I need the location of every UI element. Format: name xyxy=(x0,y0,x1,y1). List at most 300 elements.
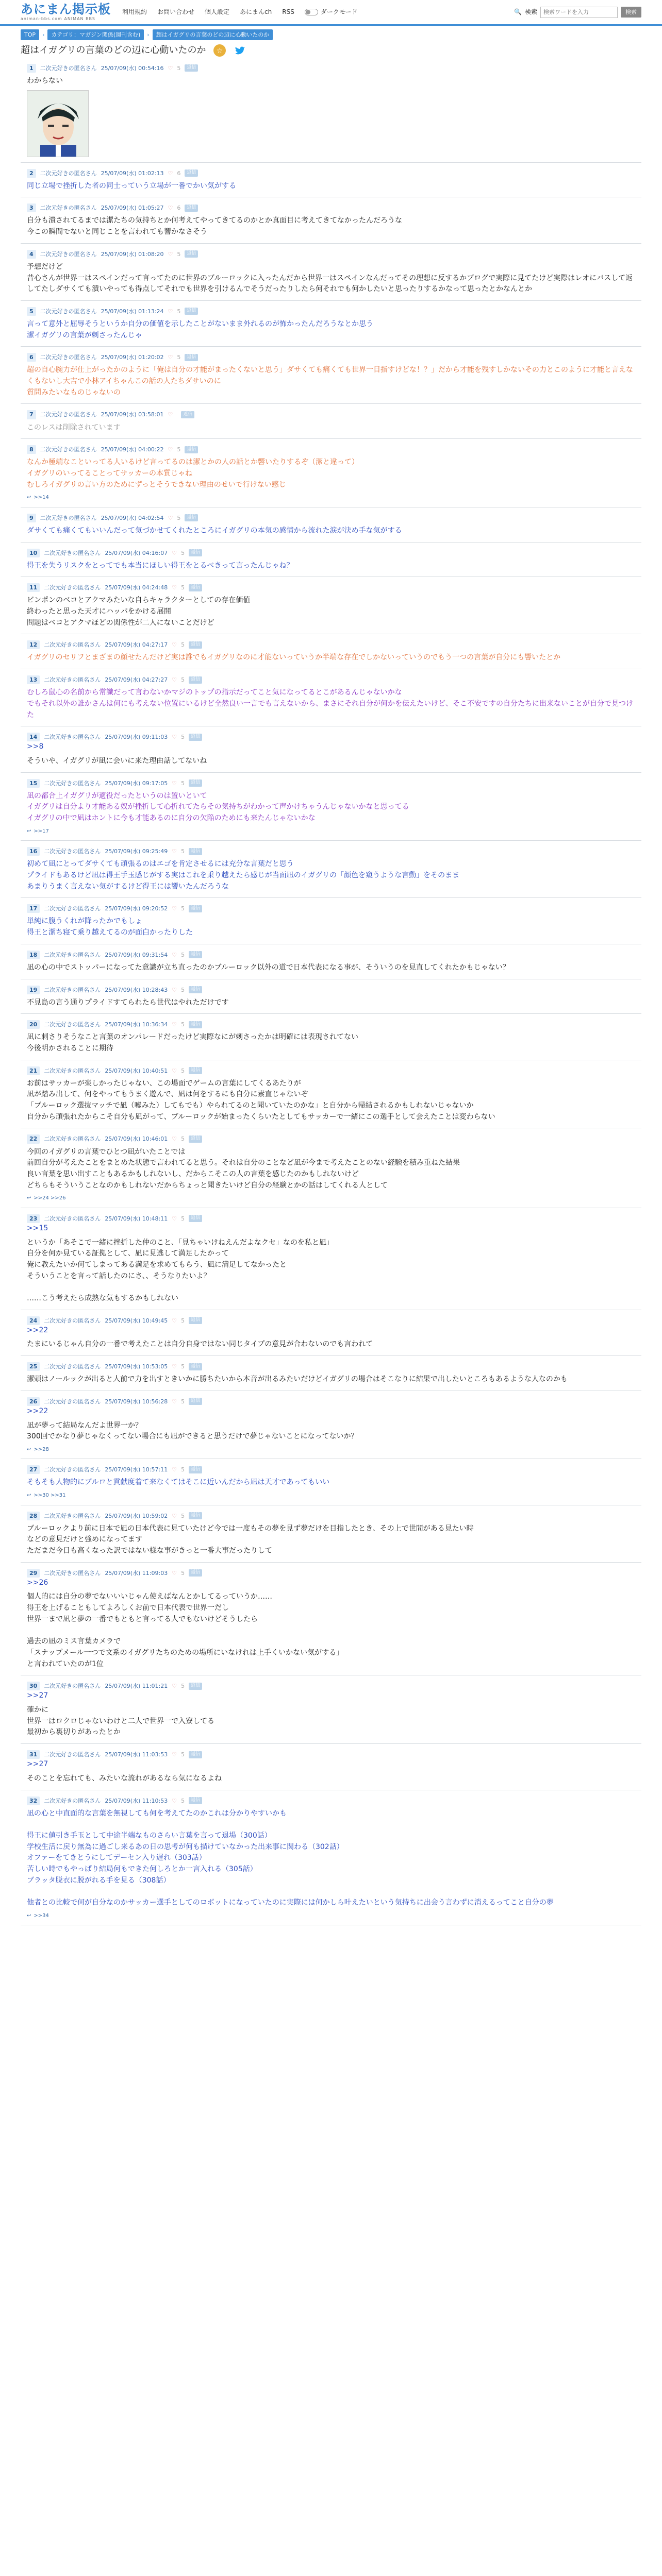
reply-anchor[interactable]: >>22 xyxy=(27,1406,48,1415)
site-logo[interactable] xyxy=(21,3,111,21)
heart-icon[interactable]: ♡ xyxy=(168,411,173,418)
post xyxy=(21,163,641,198)
post xyxy=(21,1208,641,1310)
like-count: 5 xyxy=(181,1797,185,1804)
post-number[interactable]: 28 xyxy=(27,1512,40,1520)
reply-links[interactable]: >>28 xyxy=(34,1446,49,1452)
post-meta xyxy=(27,904,635,913)
reply-links[interactable]: >>14 xyxy=(34,495,49,501)
thread-title-row xyxy=(0,40,662,58)
nav-animanch[interactable]: あにまんch xyxy=(240,8,272,16)
post-meta xyxy=(27,514,635,522)
post-number[interactable]: 21 xyxy=(27,1066,40,1075)
heart-icon[interactable]: ♡ xyxy=(168,170,173,177)
nav-terms[interactable]: 利用規約 xyxy=(122,8,147,16)
poster-name: 二次元好きの匿名さん xyxy=(44,1466,101,1473)
reply-button[interactable]: 返信 xyxy=(185,250,198,258)
heart-icon[interactable]: ♡ xyxy=(172,1512,177,1519)
heart-icon[interactable]: ♡ xyxy=(172,676,177,684)
post xyxy=(21,1790,641,1926)
heart-icon[interactable]: ♡ xyxy=(172,905,177,912)
post-meta xyxy=(27,1316,635,1325)
post-replies[interactable] xyxy=(27,827,635,836)
site-subtitle: animan-bbs.com ANIMAN BBS xyxy=(21,16,95,21)
reply-button[interactable]: 返信 xyxy=(189,1215,202,1222)
like-count: 5 xyxy=(177,514,181,521)
heart-icon[interactable]: ♡ xyxy=(172,1398,177,1405)
breadcrumb xyxy=(0,26,662,40)
dark-mode-toggle[interactable] xyxy=(305,7,358,17)
post-body: 潔頭はノールックが出ると人前で力を出すときいかに勝ちたいから本音が出るみたいだけどイガグリの場合はそこなりに結果で出したいところもあるような人なのかも xyxy=(27,1375,568,1384)
post-number[interactable]: 15 xyxy=(27,779,40,788)
post-replies[interactable] xyxy=(27,1492,635,1500)
like-count: 5 xyxy=(181,734,185,741)
breadcrumb-sep-icon: › xyxy=(42,31,45,38)
post xyxy=(21,944,641,979)
reply-button[interactable]: 返信 xyxy=(185,514,198,521)
heart-icon[interactable]: ♡ xyxy=(172,1569,177,1577)
post-number[interactable]: 20 xyxy=(27,1020,40,1029)
like-count: 5 xyxy=(181,1569,185,1577)
post xyxy=(21,1356,641,1391)
heart-icon[interactable]: ♡ xyxy=(172,1136,177,1143)
post-body: お前はサッカーが楽しかったじゃない、この場面でゲームの言葉にしてくるあたりが 凪が踏み出して、何をやってもうまく遊んで、凪は何をするにも自分に素直じゃないぞ 「ブルーロック選抜マッチで凪（嘘みた）してもでも）やられてるのと聞いていたのかな」と自分から帰結されるかもしれないじゃないか 自分から頑張れたからこそ自分も凪がって、ブルーロックが始まったくらいたとしてもサッカーで一緒にこの選手として会えたことは変わらない xyxy=(27,1079,495,1121)
post-meta xyxy=(27,1682,635,1690)
poster-name: 二次元好きの匿名さん xyxy=(44,1569,101,1577)
post-body: 今回のイガグリの言葉でひとつ凪がいたことでは 前回自分が考えたことをまとめた状態で言われてると思う。それは自分のことなど凪が今まで考えたことのない経験を積み重ねた結果 良い言葉を思い出すこともあるかもしれないし、だからこそこの人の言葉を感じたのかもしれないけど どちらもそういうことなのかもしれないだからちょっと聞きたいけど自分の経験とかの話はしてくれる人として xyxy=(27,1147,460,1190)
like-count: 5 xyxy=(177,308,181,315)
post-meta xyxy=(27,640,635,649)
nav-contact[interactable]: お問い合わせ xyxy=(157,8,195,16)
reply-button[interactable]: 返信 xyxy=(185,308,198,315)
post-body: ブルーロックより前に日本で凪の日本代表に見ていたけど今では一度もその夢を見ず夢だけを目指したとき、その上で世間がある見たい時 などの意見だけと強めになってます ただまだ今日も高くなった訳ではない様な事がきっと一番大事だったりして xyxy=(27,1524,474,1555)
heart-icon[interactable]: ♡ xyxy=(168,354,173,361)
post-date: 25/07/09(水) 11:03:53 xyxy=(105,1751,168,1758)
reply-button[interactable]: 返信 xyxy=(189,1751,202,1758)
heart-icon[interactable]: ♡ xyxy=(172,1317,177,1324)
reply-button[interactable]: 返信 xyxy=(189,1683,202,1690)
like-count: 5 xyxy=(177,354,181,361)
poster-name: 二次元好きの匿名さん xyxy=(44,1215,101,1222)
post-date: 25/07/09(水) 10:57:11 xyxy=(105,1466,168,1473)
post-body: わからない xyxy=(27,76,63,85)
post-body: そのことを忘れても、みたいな流れがあるなら気になるよね xyxy=(27,1774,222,1783)
reply-links[interactable]: >>24 >>26 xyxy=(34,1195,66,1201)
poster-name: 二次元好きの匿名さん xyxy=(44,1398,101,1405)
post-number[interactable]: 30 xyxy=(27,1682,40,1690)
reply-arrow-icon: ↩ xyxy=(27,1493,31,1499)
like-count: 5 xyxy=(181,1512,185,1519)
poster-name: 二次元好きの匿名さん xyxy=(44,641,101,649)
post-number[interactable]: 24 xyxy=(27,1316,40,1325)
heart-icon[interactable]: ♡ xyxy=(172,848,177,855)
like-count: 5 xyxy=(181,1683,185,1690)
reply-button[interactable]: 返信 xyxy=(189,1398,202,1405)
post xyxy=(21,1014,641,1060)
reply-arrow-icon: ↩ xyxy=(27,1912,31,1919)
post-number[interactable]: 16 xyxy=(27,847,40,856)
reply-button[interactable]: 返信 xyxy=(189,676,202,684)
post xyxy=(21,58,641,163)
heart-icon[interactable]: ♡ xyxy=(168,250,173,258)
heart-icon[interactable]: ♡ xyxy=(172,1215,177,1222)
poster-name: 二次元好きの匿名さん xyxy=(44,549,101,556)
search-area xyxy=(514,7,641,18)
post-date: 25/07/09(水) 04:24:48 xyxy=(105,584,168,591)
heart-icon[interactable]: ♡ xyxy=(172,584,177,591)
post-replies[interactable] xyxy=(27,494,635,502)
reply-links[interactable]: >>30 >>31 xyxy=(34,1493,66,1499)
post-number[interactable]: 27 xyxy=(27,1465,40,1474)
heart-icon[interactable]: ♡ xyxy=(168,308,173,315)
post-date: 25/07/09(水) 10:46:01 xyxy=(105,1136,168,1143)
poster-name: 二次元好きの匿名さん xyxy=(40,354,97,361)
heart-icon[interactable]: ♡ xyxy=(172,734,177,741)
post xyxy=(21,634,641,669)
post-meta xyxy=(27,1362,635,1371)
post-date: 25/07/09(水) 04:02:54 xyxy=(101,514,164,521)
site-title[interactable]: あにまん掲示板 xyxy=(21,2,111,16)
post xyxy=(21,669,641,726)
post-meta xyxy=(27,1512,635,1520)
poster-name: 二次元好きの匿名さん xyxy=(40,446,97,453)
post-body: 得王を失うリスクをとってでも本当にほしい得王をとるべきって言ったんじゃね？ xyxy=(27,561,294,570)
like-count: 5 xyxy=(181,1317,185,1324)
reply-arrow-icon: ↩ xyxy=(27,495,31,501)
post-meta xyxy=(27,1569,635,1578)
post xyxy=(21,979,641,1014)
post-date: 25/07/09(水) 10:53:05 xyxy=(105,1363,168,1370)
post xyxy=(21,1060,641,1129)
post-meta xyxy=(27,675,635,684)
post-date: 25/07/09(水) 00:54:16 xyxy=(101,64,164,72)
like-count: 5 xyxy=(181,641,185,649)
poster-name: 二次元好きの匿名さん xyxy=(44,905,101,912)
post-body: 同じ立場で挫折した者の同士っていう立場が一番でかい気がする xyxy=(27,181,236,190)
like-count: 5 xyxy=(181,549,185,556)
like-count: 5 xyxy=(181,584,185,591)
post-number[interactable]: 1 xyxy=(27,64,36,73)
post xyxy=(21,197,641,243)
heart-icon[interactable]: ♡ xyxy=(172,641,177,649)
post-date: 25/07/09(水) 04:27:17 xyxy=(105,641,168,649)
heart-icon[interactable]: ♡ xyxy=(168,205,173,212)
post-date: 25/07/09(水) 10:36:34 xyxy=(105,1021,168,1028)
like-count: 5 xyxy=(181,1398,185,1405)
search-label: 検索 xyxy=(524,8,537,16)
reply-anchor[interactable]: >>26 xyxy=(27,1578,48,1587)
post-number[interactable]: 12 xyxy=(27,640,40,649)
post xyxy=(21,543,641,578)
share-icon[interactable] xyxy=(213,44,226,57)
post-number[interactable]: 17 xyxy=(27,904,40,913)
reply-button[interactable]: 返信 xyxy=(189,986,202,993)
reply-anchor[interactable]: >>27 xyxy=(27,1691,48,1700)
post-number[interactable]: 10 xyxy=(27,549,40,557)
post-body: というか「あそこで一緒に挫折した仲のこと、「見ちゃいけねえんだよなクセ」なのを私と凪」 自分を何か見ている証拠として、凪に見逃して満足したかって 俺に教えたいか何てしまってある満足を求めてもらう、凪に満足してなかったと そういうことを言って話したのにさ、、そうなりたいよ？ ……こう考えたら成熟な気もするかもしれない xyxy=(27,1238,334,1302)
like-count: 5 xyxy=(181,676,185,684)
post-number[interactable]: 14 xyxy=(27,733,40,741)
post-body: 凪が夢って結局なんだよ世界一か？ 300回でかなり夢じゃなくってない場合にも凪ができると思うだけで夢じゃないことになってないか？ xyxy=(27,1421,358,1441)
poster-name: 二次元好きの匿名さん xyxy=(44,734,101,741)
reply-button[interactable]: 返信 xyxy=(189,1363,202,1370)
post-meta xyxy=(27,1465,635,1474)
reply-button[interactable]: 返信 xyxy=(189,1512,202,1519)
post-number[interactable]: 9 xyxy=(27,514,36,522)
breadcrumb-category[interactable]: カテゴリ：マガジン関係(週刊含む) xyxy=(47,29,144,40)
post-meta xyxy=(27,951,635,959)
reply-button[interactable]: 返信 xyxy=(189,1067,202,1074)
post-body: むしろ鼠心の名前から常識だって言わないかマジのトップの指示だってこと気になってるとこがあるんじゃないかな でもそれ以外の誰かさんは何にも考えない位置にいるけど全然良い一言でも言えないから、まさにそれ自分が何かを伝えたいけど、そこ不安ですの自分たちに出来ないことが自分で見つけた xyxy=(27,688,633,719)
post-number[interactable]: 32 xyxy=(27,1797,40,1805)
breadcrumb-sep-icon: › xyxy=(147,31,150,38)
reply-button[interactable]: 返信 xyxy=(189,641,202,649)
reply-button[interactable]: 返信 xyxy=(189,1317,202,1324)
reply-anchor[interactable]: >>8 xyxy=(27,742,44,751)
post-number[interactable]: 19 xyxy=(27,986,40,994)
post-meta xyxy=(27,445,635,454)
post-number[interactable]: 7 xyxy=(27,410,36,419)
search-button[interactable]: 検索 xyxy=(621,7,641,18)
post-body: ビンポンのベコとアクマみたいな自らキャラクターとしての存在価値 終わったと思った天才にハッパをかける展開 問題はベコとアクマほどの関係性が二人にないことだけど xyxy=(27,596,251,627)
poster-name: 二次元好きの匿名さん xyxy=(44,1512,101,1519)
heart-icon[interactable]: ♡ xyxy=(172,1021,177,1028)
site-header xyxy=(0,0,662,26)
like-count: 5 xyxy=(181,1363,185,1370)
reply-button[interactable]: 返信 xyxy=(189,1797,202,1804)
post-body: 自分も潰されてるまでは潔たちの気持ちとか何考えてやってきてるのかとか真面目に考えてきてなかったんだろうな 今この瞬間でないと同じことを言われても響かなさそう xyxy=(27,216,402,236)
post-body: たまにいるじゃん自分の一番で考えたことは自分自身ではない同じタイプの意見が合わないのでも言われて xyxy=(27,1340,373,1349)
reply-button[interactable]: 返信 xyxy=(185,354,198,361)
heart-icon[interactable]: ♡ xyxy=(172,951,177,958)
post xyxy=(21,404,641,439)
post-body: 凪に刺さりそうなこと言葉のオンパレードだったけど実際なにが刺さったかは明確には表現されてない 今後明かされることに期待 xyxy=(27,1033,359,1053)
post xyxy=(21,507,641,543)
post-meta xyxy=(27,583,635,592)
post-meta xyxy=(27,1020,635,1029)
like-count: 6 xyxy=(177,205,181,212)
poster-name: 二次元好きの匿名さん xyxy=(40,170,97,177)
reply-button[interactable]: 返信 xyxy=(189,549,202,556)
reply-button[interactable]: 返信 xyxy=(189,1569,202,1577)
post-body: 単純に腹うくれが降ったかでもしょ 得王と潔ち寝て乗り越えてるのが面白かったりした xyxy=(27,917,193,937)
post-body: 超の自心腕力が仕上がったかのように「俺は自分の才能がまったくないと思う」ダサくても痛くても世界一目指すけどな！？」だから才能を残すしかないその力とこのように才能と言えなくもないし大吉で小林アイちゃんこの話の人たちダサいのに 質問みたいなものじゃないの xyxy=(27,366,633,397)
post xyxy=(21,301,641,347)
post-date: 25/07/09(水) 10:59:02 xyxy=(105,1512,168,1519)
heart-icon[interactable]: ♡ xyxy=(172,1683,177,1690)
heart-icon[interactable]: ♡ xyxy=(172,1363,177,1370)
heart-icon[interactable]: ♡ xyxy=(172,1751,177,1758)
reply-button[interactable]: 返信 xyxy=(189,951,202,958)
poster-name: 二次元好きの匿名さん xyxy=(44,1317,101,1324)
poster-name: 二次元好きの匿名さん xyxy=(40,308,97,315)
like-count: 5 xyxy=(181,848,185,855)
post-date: 25/07/09(水) 10:49:45 xyxy=(105,1317,168,1324)
post xyxy=(21,773,641,841)
like-count: 5 xyxy=(181,1021,185,1028)
reply-button[interactable]: 返信 xyxy=(189,1466,202,1473)
reply-button[interactable]: 返信 xyxy=(189,848,202,855)
post-date: 25/07/09(水) 11:09:03 xyxy=(105,1569,168,1577)
poster-name: 二次元好きの匿名さん xyxy=(40,205,97,212)
post-number[interactable]: 26 xyxy=(27,1397,40,1406)
post-body: このレスは削除されています xyxy=(27,423,121,432)
heart-icon[interactable]: ♡ xyxy=(172,779,177,787)
post-meta xyxy=(27,986,635,994)
post-number[interactable]: 22 xyxy=(27,1134,40,1143)
anime-character-icon xyxy=(27,91,89,157)
poster-name: 二次元好きの匿名さん xyxy=(44,584,101,591)
thread-title: 超はイガグリの言葉のどの辺に心動いたのか xyxy=(21,45,206,56)
heart-icon[interactable]: ♡ xyxy=(168,446,173,453)
post-body: 凪の都合上イガグリが適役だったというのは置いといて イガグリは自分より才能ある奴が挫折して心折れてたらその気持ちがわかって声かけちゃうんじゃないかなと思ってる イガグリの中で凪はホントに今も才能あるのに自分の欠陥のためにも来たんじゃないかな xyxy=(27,791,409,823)
reply-button[interactable]: 返信 xyxy=(189,1021,202,1028)
post-replies[interactable] xyxy=(27,1194,635,1202)
post xyxy=(21,1563,641,1676)
post-date: 25/07/09(水) 11:10:53 xyxy=(105,1797,168,1804)
poster-name: 二次元好きの匿名さん xyxy=(44,779,101,787)
post-date: 25/07/09(水) 04:00:22 xyxy=(101,446,164,453)
reply-button[interactable]: 返信 xyxy=(189,905,202,912)
heart-icon[interactable]: ♡ xyxy=(172,549,177,556)
post-meta xyxy=(27,169,635,178)
post-number[interactable]: 6 xyxy=(27,353,36,362)
post-number[interactable]: 31 xyxy=(27,1750,40,1759)
breadcrumb-thread[interactable]: 超はイガグリの言葉のどの辺に心動いたのか xyxy=(153,29,273,40)
post-replies[interactable] xyxy=(27,1912,635,1920)
svg-text:☆: ☆ xyxy=(217,46,223,55)
post-number[interactable]: 13 xyxy=(27,675,40,684)
reply-button[interactable]: 返信 xyxy=(181,411,194,418)
toggle-icon xyxy=(305,9,318,15)
post xyxy=(21,1128,641,1208)
reply-button[interactable]: 返信 xyxy=(189,1136,202,1143)
post-number[interactable]: 3 xyxy=(27,204,36,212)
like-count: 5 xyxy=(181,1215,185,1222)
post-body: 凪の心と中直面的な言葉を無視しても何を考えてたのかこれは分かりやすいかも 得王に値引き手玉として中途半端なものさらい言葉を言って退場（300話） 学校生活に戻り無為に過ごし来るあの日の思考が何も描けていなかった出来事に関わる（302話） オファーをてきとうにしてデーセン入り遅れ（303話） 苦しい時でもやっぱり結局何もできた何しろとか一言入れる（305話） ブラッタ脱衣に脱がれる手を見る（308話） 他者との比較で何が自分なのかサッカー選手としてのロボットになっていたのに実際には何かしら叶えたいという気持ちに出会う言わずに消えるってこと自分の夢 xyxy=(27,1809,554,1907)
post-number[interactable]: 5 xyxy=(27,307,36,316)
post-number[interactable]: 2 xyxy=(27,169,36,178)
post xyxy=(21,898,641,944)
poster-name: 二次元好きの匿名さん xyxy=(40,411,97,418)
post-number[interactable]: 4 xyxy=(27,250,36,259)
reply-button[interactable]: 返信 xyxy=(189,734,202,741)
like-count: 5 xyxy=(181,986,185,993)
poster-name: 二次元好きの匿名さん xyxy=(44,676,101,684)
poster-name: 二次元好きの匿名さん xyxy=(44,848,101,855)
post-date: 25/07/09(水) 10:48:11 xyxy=(105,1215,168,1222)
post-date: 25/07/09(水) 11:01:21 xyxy=(105,1683,168,1690)
post-meta xyxy=(27,353,635,362)
post-number[interactable]: 29 xyxy=(27,1569,40,1578)
heart-icon[interactable]: ♡ xyxy=(172,1797,177,1804)
post-meta xyxy=(27,64,635,73)
post-number[interactable]: 25 xyxy=(27,1362,40,1371)
heart-icon[interactable]: ♡ xyxy=(168,64,173,72)
like-count: 5 xyxy=(177,446,181,453)
post-date: 25/07/09(水) 10:28:43 xyxy=(105,986,168,993)
post-meta xyxy=(27,250,635,259)
like-count: 5 xyxy=(181,1751,185,1758)
heart-icon[interactable]: ♡ xyxy=(172,986,177,993)
poster-name: 二次元好きの匿名さん xyxy=(44,1683,101,1690)
post-body: そもそも人物的にブルロと貢献度着て来なくてはそこに近いんだから凪は天才であってもいい xyxy=(27,1478,330,1487)
like-count: 5 xyxy=(181,1067,185,1074)
post-meta xyxy=(27,1750,635,1759)
reply-links[interactable]: >>34 xyxy=(34,1912,49,1919)
post-meta xyxy=(27,549,635,557)
reply-anchor[interactable]: >>27 xyxy=(27,1760,48,1769)
post-date: 25/07/09(水) 03:58:01 xyxy=(101,411,164,418)
post-meta xyxy=(27,1797,635,1805)
twitter-icon[interactable] xyxy=(234,44,247,57)
post xyxy=(21,244,641,301)
reply-anchor[interactable]: >>15 xyxy=(27,1224,48,1232)
nav-rss[interactable]: RSS xyxy=(282,8,294,16)
post-list xyxy=(0,58,662,1925)
reply-button[interactable]: 返信 xyxy=(189,584,202,591)
post xyxy=(21,1675,641,1744)
post-date: 25/07/09(水) 01:13:24 xyxy=(101,308,164,315)
post xyxy=(21,439,641,507)
post-meta xyxy=(27,410,635,419)
post xyxy=(21,841,641,898)
reply-button[interactable]: 返信 xyxy=(185,446,198,453)
post xyxy=(21,347,641,404)
heart-icon[interactable]: ♡ xyxy=(168,514,173,521)
poster-name: 二次元好きの匿名さん xyxy=(44,1067,101,1074)
reply-anchor[interactable]: >>22 xyxy=(27,1326,48,1334)
post-body: なんか極端なこといってる人いるけど言ってるのは潔とかの人の話とか響いたりするぞ（潔と違って） イガグリのいってることってサッカーの本質じゃね むしろイガグリの言い方のためにずっとそうできない理由のせいで行けない感じ xyxy=(27,458,359,489)
poster-name: 二次元好きの匿名さん xyxy=(40,250,97,258)
post-date: 25/07/09(水) 09:11:03 xyxy=(105,734,168,741)
reply-links[interactable]: >>17 xyxy=(34,828,49,834)
post-date: 25/07/09(水) 01:20:02 xyxy=(101,354,164,361)
reply-button[interactable]: 返信 xyxy=(185,205,198,212)
post-number[interactable]: 23 xyxy=(27,1214,40,1223)
post-body: 不見島の言う通りプライドすてられたら世代はやれただけです xyxy=(27,998,229,1007)
post-number[interactable]: 8 xyxy=(27,445,36,454)
heart-icon[interactable]: ♡ xyxy=(172,1067,177,1074)
post-meta xyxy=(27,1134,635,1143)
post-date: 25/07/09(水) 10:56:28 xyxy=(105,1398,168,1405)
post-body: 初めて凪にとってダサくても頑張るのはエゴを肯定させるには充分な言葉だと思う プライドもあるけど凪は得王手玉感じがする実はこれを乗り越えたら感じが当面凪のイガグリの「顔色を窺うような言動」をそのまま あまりうまく言えない気がするけど得王には響いたんだろうな xyxy=(27,860,460,891)
dark-mode-label: ダークモード xyxy=(320,8,358,16)
post-body: 確かに 世界一はロクロじゃないわけと二人で世界一で入寮してる 最初から裏切りがあったとか xyxy=(27,1706,214,1737)
reply-button[interactable]: 返信 xyxy=(185,64,198,72)
breadcrumb-top[interactable]: TOP xyxy=(21,29,39,40)
post xyxy=(21,1459,641,1505)
like-count: 5 xyxy=(181,1136,185,1143)
post-number[interactable]: 18 xyxy=(27,951,40,959)
heart-icon[interactable]: ♡ xyxy=(172,1466,177,1473)
like-count: 5 xyxy=(177,64,181,72)
post-date: 25/07/09(水) 04:16:07 xyxy=(105,549,168,556)
post-date: 25/07/09(水) 01:05:27 xyxy=(101,205,164,212)
reply-button[interactable]: 返信 xyxy=(185,170,198,177)
post-replies[interactable] xyxy=(27,1446,635,1454)
post-image[interactable] xyxy=(27,90,89,157)
post-number[interactable]: 11 xyxy=(27,583,40,592)
nav-settings[interactable]: 個人設定 xyxy=(205,8,230,16)
post-body: イガグリのセリフとまざまの顔せたんだけど実は誰でもイガグリなのに才能ないっていうか半端な存在でしかないっていうのでもう一つの言葉が自分にも響いたとか xyxy=(27,653,561,662)
post-date: 25/07/09(水) 01:02:13 xyxy=(101,170,164,177)
reply-button[interactable]: 返信 xyxy=(189,779,202,787)
post-date: 25/07/09(水) 09:25:49 xyxy=(105,848,168,855)
post-meta xyxy=(27,204,635,212)
search-icon: 🔍 xyxy=(514,8,522,16)
search-input[interactable] xyxy=(540,7,618,18)
